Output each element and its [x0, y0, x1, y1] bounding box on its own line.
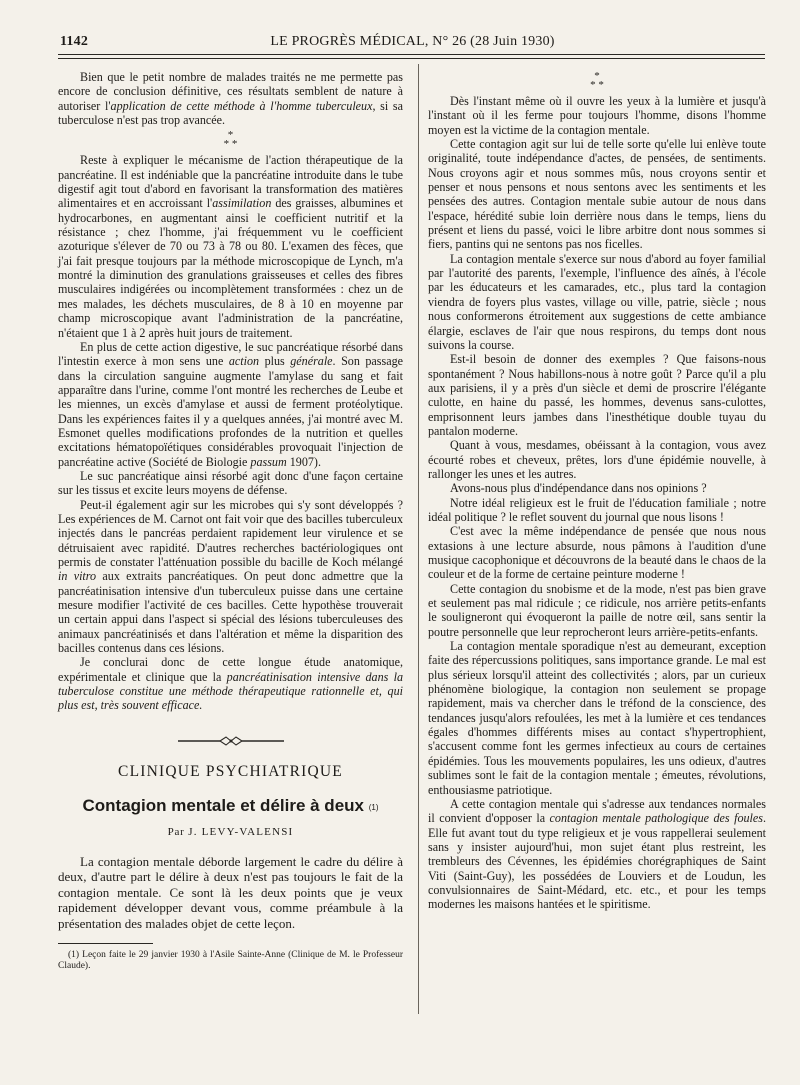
left-paragraph-2: Reste à expliquer le mécanisme de l'action thérapeutique de la pancréatine. Il est indéniable que la pancréatine introduite dans le tube digestif agit tout d'abord en favorisant la transformation des matières alimentaires et en accroissant l'assimilation des graisses, albumines et hydrocarbones, en augmentant ainsi le coefficient nutritif et la résistance ; chez l'homme, j'ai fréquemment vu le coefficient azoturique s'élever de 70 ou 73 à 78 ou 80. L'examen des fèces, que j'ai fait presque toujours par la méthode microscopique de Lynch, m'a montré la diminution des granulations graisseuses et celles des fibres musculaires indigérées ou incomplètement transformées : chez un de mes malades, les déchets musculaires, de 8 à 10 en moyenne par champ microscopique avant l'administration de la pancréatine, n'étaient que 1 à 2 après huit jours de traitement.: [58, 153, 403, 340]
article-title-text: Contagion mentale et délire à deux: [82, 796, 364, 816]
section-stars: [58, 131, 403, 149]
ornament-rule-icon: [176, 735, 286, 747]
right-paragraph-9: Cette contagion du snobisme et de la mode, n'est pas bien grave et seulement pas mal ridicule ; ce ridicule, nos arrière petits-enfants le souligneront qui évoqueront la paille de notre œil, sans sentir la poutre personnelle que leur reprocheront leurs arrière-petits-enfants.: [428, 581, 766, 639]
footnote: [58, 950, 403, 972]
header-rule: [58, 54, 765, 59]
right-paragraph-8: C'est avec la même indépendance de pensée que nous nous extasions à une lecture absurde, nous pâmons à l'audition d'une musique cacophonique et découvrons de la beauté dans le chaos de la couleur et de la forme de certaine peinture moderne !: [428, 524, 766, 582]
right-paragraph-5: Quant à vous, mesdames, obéissant à la contagion, vous avez écourté robes et cheveux, prêtes, lors d'une épidémie nouvelle, à rallonger les unes et les autres.: [428, 438, 766, 481]
star-pair: * *: [223, 138, 238, 151]
right-paragraph-4: Est-il besoin de donner des exemples ? Que faisons-nous spontanément ? Nous habillons-nous à notre goût ? Parce qu'il a plu aux parisiens, il y a près d'un siècle et demi de proscrire l'élégante culotte, en haine du passé, les hommes, devenus sans-culottes, emprisonnent leurs jambes dans l'inesthétique double tuyau du pantalon moderne.: [428, 352, 766, 438]
article-lead: La contagion mentale déborde largement le cadre du délire à deux, d'autre part le délire à deux n'est pas toujours le fait de la contagion mentale. Ce sont là les deux points que je veux rapidement développer devant vous, comme préambule à la présentation des malades objet de cette leçon.: [58, 853, 403, 931]
page-number: 1142: [60, 34, 89, 49]
footnote-rule: [58, 943, 153, 944]
column-divider: [418, 64, 419, 1014]
right-paragraph-7: Notre idéal religieux est le fruit de l'éducation familiale ; notre idéal politique ? le reflet souvent du journal que nous lisons !: [428, 495, 766, 524]
section-heading: CLINIQUE PSYCHIATRIQUE: [118, 762, 343, 780]
article-byline: [58, 825, 403, 839]
left-paragraph-5: Peut-il également agir sur les microbes qui s'y sont développés ? Les expériences de M. Carnot ont fait voir que des bacilles tuberculeux injectés dans le pancréas perdaient rapidement leur virulence et se détruisaient avec rapidité. D'autres recherches bactériologiques ont permis de constater l'atténuation possible du bacille de Koch mélangé in vitro aux extraits pancréatiques. On peut donc admettre que la pancréatinisation intensive d'un tuberculeux puisse dans une certaine mesure modifier l'activité de ces bacilles. Cette hypothèse trouverait un certain appui dans l'aspect si spécial des lésions tuberculeuses des animaux pancréatinisés et dans l'altération et même la disparition des bacilles contenus dans ces lésions.: [58, 497, 403, 656]
running-head: [60, 34, 765, 52]
right-column: [428, 70, 766, 912]
right-paragraph-10: La contagion mentale sporadique n'est au demeurant, exception faite des répercussions politiques, sans importance grande. Le mal est plus sérieux lorsqu'il atteint des collectivités ; alors, par un curieux phénomène biologique, la contagion non seulement se propage rapidement, mais va chercher dans le tréfond de la conscience, des tendances jusqu'alors refoulées, les met à la lumière et ces tendances égales d'hommes différents mises au contact s'hypertrophient, s'accusent comme font les germes infectieux au cours de certaines épidémies. Tous les mouvements populaires, les uns odieux, d'autres sublimes sont le fait de la contagion mentale ; émeutes, révolutions, enthousiasme patriotique.: [428, 639, 766, 797]
right-paragraph-11: A cette contagion mentale qui s'adresse aux tendances normales il convient d'opposer la contagion mentale pathologique des foules. Elle fut avant tout du type religieux et je vous rappellerai seulement sans y insister aujourd'hui, mon sujet étant plus restreint, les trembleurs des Cévennes, les épidémies chorégraphiques de Saint Viti (Saint-Guy), les possédées de Louviers et de Loudun, les convulsionnaires de Saint-Médard, etc. etc., et pour les temps modernes les maisons hantées et le spiritisme.: [428, 796, 766, 912]
right-paragraph-1: Dès l'instant même où il ouvre les yeux à la lumière et jusqu'à l'instant où il les ferme pour toujours l'homme, disons l'homme moyen est la victime de la contagion mentale.: [428, 94, 766, 137]
journal-title: LE PROGRÈS MÉDICAL, N° 26 (28 Juin 1930): [270, 34, 555, 49]
right-star-top: *: [594, 70, 600, 82]
article-title-note: (1): [368, 803, 379, 813]
footnote-text: (1) Leçon faite le 29 janvier 1930 à l'Asile Sainte-Anne (Clinique de M. le Professeur Claude).: [58, 950, 403, 972]
right-section-stars: [428, 72, 766, 90]
right-paragraph-2: Cette contagion agit sur lui de telle sorte qu'elle lui enlève toute originalité, toute indépendance d'actes, de pensées, de sentiments. Nous croyons agir et nous sommes mûs, nous croyons sentir et penser et nous pensons et nous sentons avec les sentiments et les pensées des autres. Contagion mentale subie autour de nous dans l'espace, hérédité subie loin derrière nous dans le temps, liens du présent et liens du passé, voici le libre arbitre dont nous sommes si fiers, pantins qui ne sentons pas nos ficelles.: [428, 137, 766, 252]
article-title: [58, 796, 403, 816]
right-paragraph-3: La contagion mentale s'exerce sur nous d'abord au foyer familial par l'autorité des parents, l'exemple, l'influence des aînés, à l'école par les éducateurs et les camarades, etc., plus tard la contagion viendra de foyers plus vastes, village ou ville, patrie, siècle ; nous nous conformerons étroitement aux suggestions de cette ambiance élargie, esclaves de l'air que nous respirons, du temps dont nous suivons la course.: [428, 251, 766, 352]
left-paragraph-1: Bien que le petit nombre de malades traités ne me permette pas encore de conclusion définitive, ces résultats semblent de nature à autoriser l'application de cette méthode à l'homme tuberculeux, si sa tuberculose n'est pas trop avancée.: [58, 70, 403, 128]
right-paragraph-6: Avons-nous plus d'indépendance dans nos opinions ?: [450, 481, 707, 496]
left-column: [58, 70, 403, 972]
left-paragraph-3: En plus de cette action digestive, le suc pancréatique résorbé dans l'intestin exerce à mon sens une action plus générale. Son passage dans la circulation sanguine augmente l'amylase du sang et fait apparaître dans l'urine, comme l'ont montré les recherches de Leube et les miennes, un excès d'amylase et aussi de ferment protéolytique. Dans les expériences faites il y a quelques années, j'ai montré avec M. Esmonet quelles modifications profondes de la nutrition et quelles excitations hématopoïétiques considérables provoquait l'injection de pancréatine active (Société de Biologie passum 1907).: [58, 339, 403, 469]
right-star-pair: * *: [590, 79, 604, 91]
left-paragraph-4: Le suc pancréatique ainsi résorbé agit donc d'une façon certaine sur les tissus et excite leurs moyens de défense.: [58, 468, 403, 498]
author-name: J. LEVY-VALENSI: [188, 826, 294, 839]
left-paragraph-6: Je conclurai donc de cette longue étude anatomique, expérimentale et clinique que la pancréatinisation intensive dans la tuberculose constitue une méthode thérapeutique rationnelle et, qui plus est, très souvent efficace.: [58, 655, 403, 713]
star-top: *: [227, 129, 234, 142]
section-ornament: [58, 735, 403, 747]
byline-prefix: Par: [167, 826, 185, 839]
